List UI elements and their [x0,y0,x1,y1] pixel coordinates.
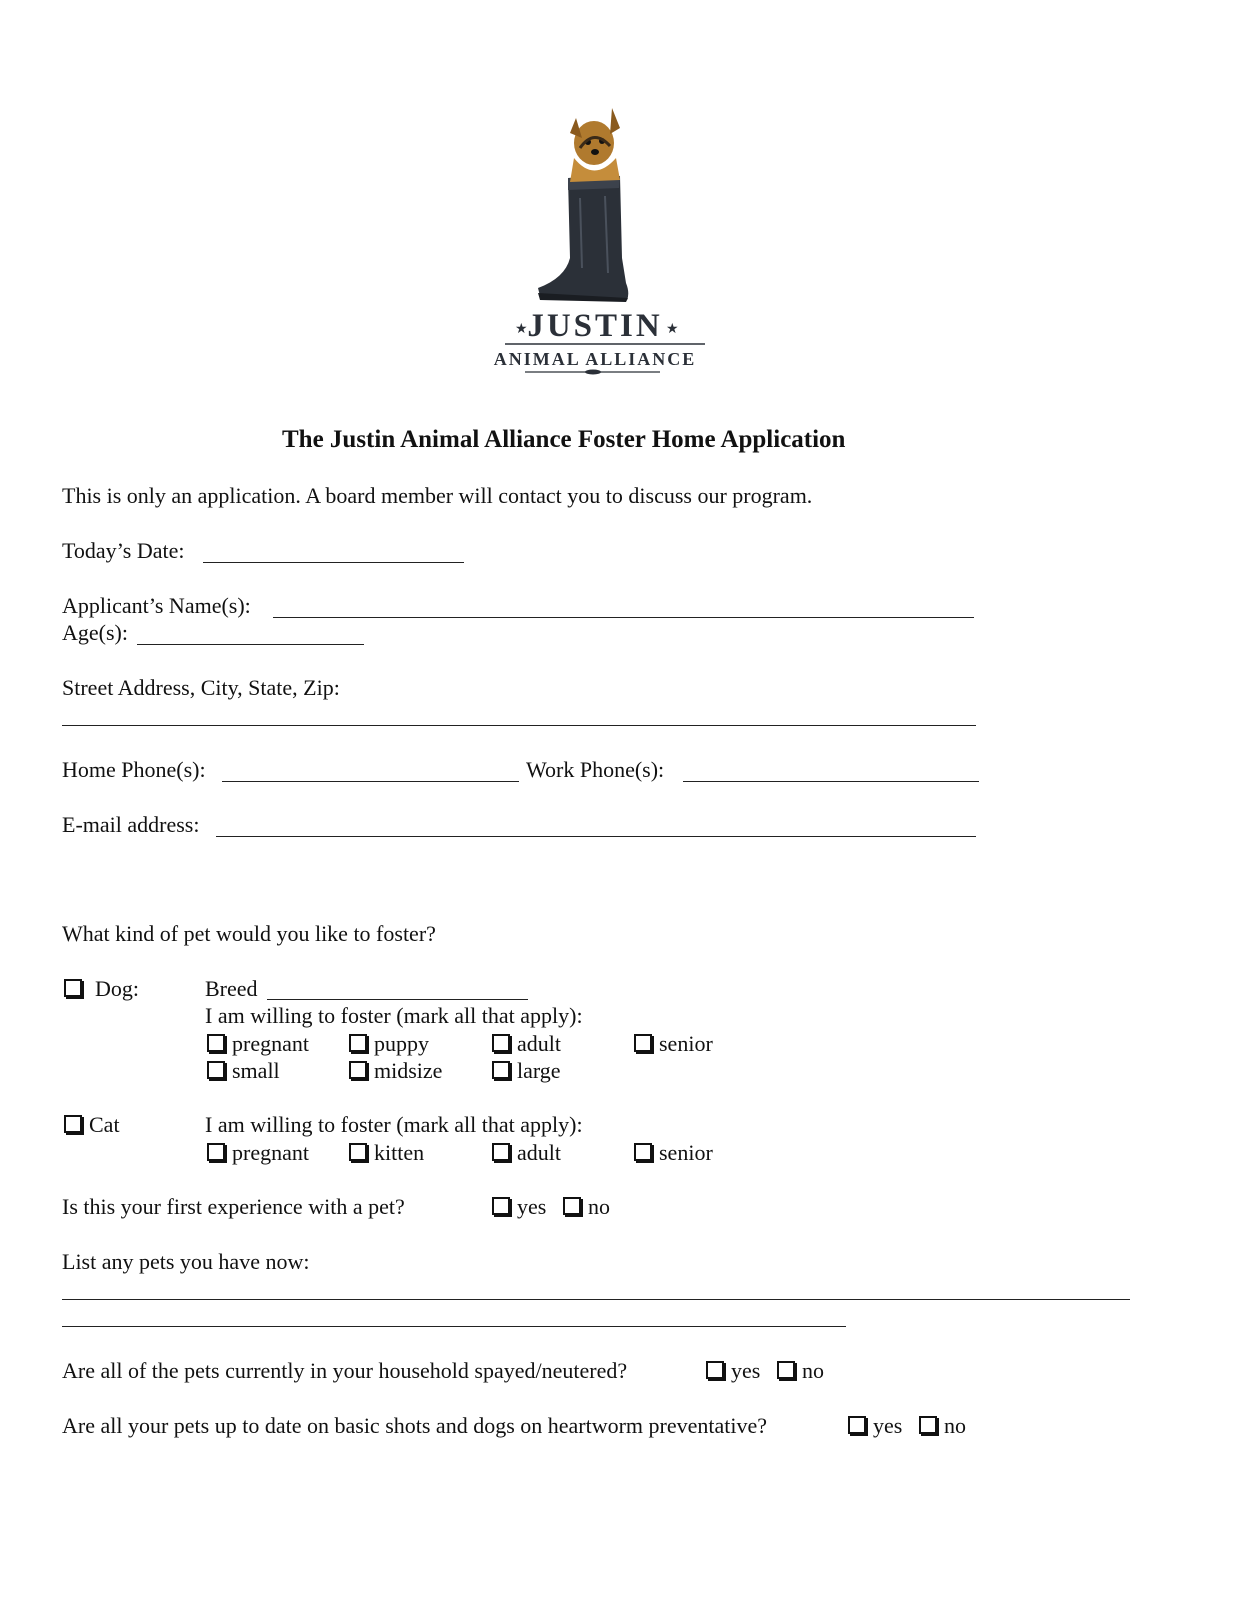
spayed-no[interactable] [777,1358,824,1384]
spayed-yes[interactable] [706,1358,760,1384]
checkbox-icon [349,1143,367,1161]
address-label: Street Address, City, State, Zip: [62,675,340,700]
dog-option-small[interactable] [207,1058,280,1084]
dog-label: Dog: [95,976,139,1001]
checkbox-icon [64,979,82,997]
cat-checkbox[interactable] [64,1112,120,1138]
logo-name-text: JUSTIN [527,308,663,344]
checkbox-icon [634,1143,652,1161]
option-label: midsize [374,1058,443,1083]
checkbox-icon [349,1034,367,1052]
checkbox-icon [777,1361,795,1379]
first-experience-no[interactable] [563,1194,610,1220]
shots-yes[interactable] [848,1413,902,1439]
breed-field[interactable] [267,999,528,1000]
dog-willing-text: I am willing to foster (mark all that apply): [205,1003,583,1028]
option-label: adult [517,1140,561,1165]
svg-text:★: ★ [515,321,528,337]
dog-in-boot-icon [470,88,720,388]
list-pets-field-1[interactable] [62,1299,1130,1300]
first-experience-question: Is this your first experience with a pet? [62,1194,405,1219]
work-phone-field[interactable] [683,781,979,782]
checkbox-icon [349,1061,367,1079]
option-label: yes [731,1358,761,1383]
email-label: E-mail address: [62,812,200,837]
option-label: pregnant [232,1140,309,1165]
date-label: Today’s Date: [62,538,185,563]
name-label: Applicant’s Name(s): [62,593,251,618]
justin-animal-alliance-logo [470,88,720,394]
checkbox-icon [919,1416,937,1434]
checkbox-icon [492,1034,510,1052]
dog-option-adult[interactable] [492,1031,561,1057]
work-phone-label: Work Phone(s): [526,757,665,782]
option-label: yes [873,1413,903,1438]
dog-option-senior[interactable] [634,1031,713,1057]
list-pets-label: List any pets you have now: [62,1249,310,1274]
checkbox-icon [492,1197,510,1215]
page-title: The Justin Animal Alliance Foster Home Application [282,426,846,453]
option-label: no [588,1194,610,1219]
checkbox-icon [848,1416,866,1434]
first-experience-yes[interactable] [492,1194,546,1220]
home-phone-field[interactable] [222,781,519,782]
checkbox-icon [563,1197,581,1215]
checkbox-icon [492,1061,510,1079]
age-label: Age(s): [62,620,128,645]
shots-question: Are all your pets up to date on basic shots and dogs on heartworm preventative? [62,1413,768,1438]
dog-option-puppy[interactable] [349,1031,429,1057]
dog-option-pregnant[interactable] [207,1031,309,1057]
checkbox-icon [207,1143,225,1161]
option-label: adult [517,1031,561,1056]
checkbox-icon [634,1034,652,1052]
option-label: small [232,1058,280,1083]
option-label: large [517,1058,561,1083]
option-label: senior [659,1140,713,1165]
option-label: senior [659,1031,713,1056]
spayed-question: Are all of the pets currently in your household spayed/neutered? [62,1358,628,1383]
option-label: yes [517,1194,547,1219]
option-label: puppy [374,1031,429,1056]
checkbox-icon [492,1143,510,1161]
date-field[interactable] [203,562,464,563]
checkbox-icon [706,1361,724,1379]
list-pets-field-2[interactable] [62,1326,846,1327]
cat-option-adult[interactable] [492,1140,561,1166]
intro-text: This is only an application. A board member will contact you to discuss our program. [62,483,813,508]
cat-willing-text: I am willing to foster (mark all that apply): [205,1112,583,1137]
address-field[interactable] [62,725,976,726]
email-field[interactable] [216,836,976,837]
dog-checkbox[interactable] [64,976,139,1002]
option-label: no [944,1413,966,1438]
cat-option-kitten[interactable] [349,1140,424,1166]
shots-no[interactable] [919,1413,966,1439]
option-label: kitten [374,1140,425,1165]
pet-question: What kind of pet would you like to foster? [62,921,436,946]
cat-option-senior[interactable] [634,1140,713,1166]
option-label: no [802,1358,824,1383]
option-label: pregnant [232,1031,309,1056]
dog-option-midsize[interactable] [349,1058,442,1084]
checkbox-icon [64,1115,82,1133]
svg-text:★: ★ [666,321,679,337]
checkbox-icon [207,1034,225,1052]
cat-label: Cat [89,1112,120,1137]
dog-option-large[interactable] [492,1058,561,1084]
logo-sub-text: ANIMAL ALLIANCE [493,349,697,369]
breed-label: Breed [205,976,258,1001]
name-field[interactable] [273,617,974,618]
age-field[interactable] [137,644,364,645]
cat-option-pregnant[interactable] [207,1140,309,1166]
checkbox-icon [207,1061,225,1079]
home-phone-label: Home Phone(s): [62,757,206,782]
